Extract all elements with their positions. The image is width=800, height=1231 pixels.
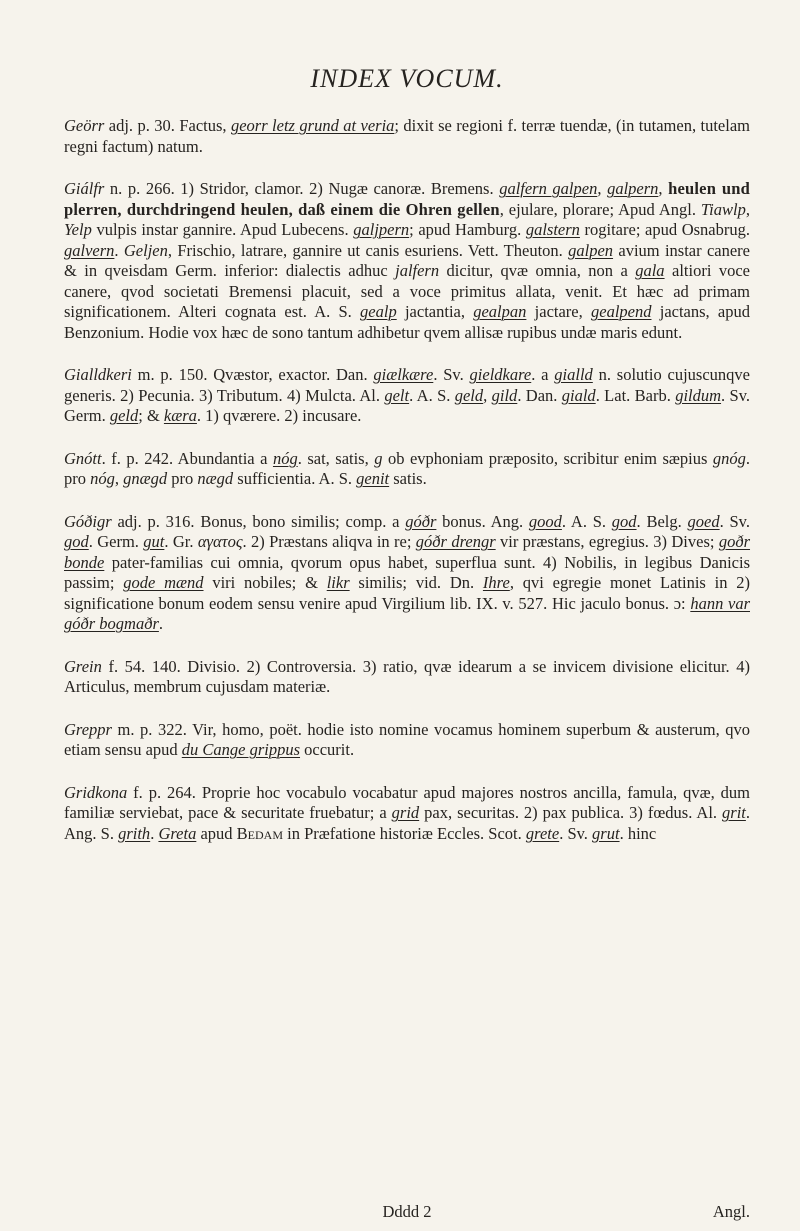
entry-godigr: [64, 512, 750, 635]
body-text: adj. p. 316. Bonus, bono similis; comp. a: [111, 511, 406, 531]
cited-form: grid: [391, 803, 420, 822]
body-text: . Sv.: [559, 823, 593, 843]
cited-form: giald: [561, 385, 596, 405]
entry-gridkona: [64, 783, 750, 845]
cited-form: grete: [525, 823, 560, 843]
entries-container: [64, 116, 750, 844]
body-text: pro: [167, 469, 198, 488]
body-text: jactantia,: [396, 302, 474, 321]
body-text: m. p. 150. Qvæstor, exactor. Dan.: [131, 365, 374, 384]
body-text: m. p. 322. Vir, homo, poët. hodie isto nomine vocamus hominem superbum & austerum, qvo etiam sensu apud: [64, 719, 750, 759]
body-text: . Dan.: [517, 385, 562, 405]
body-text: in Præfatione historiæ Eccles. Scot.: [283, 823, 526, 843]
body-text: . Sv. Germ.: [64, 385, 751, 425]
cited-form: galpern: [607, 179, 659, 198]
italic-text: nóg: [90, 469, 115, 488]
cited-form: gealpan: [473, 302, 527, 321]
body-text: .: [150, 823, 159, 843]
body-text: n. solutio cujuscunqve generis. 2) Pecunia. 3) Tributum. 4) Mulcta. Al.: [64, 365, 750, 405]
body-text: sufficientia. A. S.: [233, 469, 357, 488]
body-text: jactans, apud Benzonium. Hodie vox hæc de sono tantum adhibetur qvem allisæ rupibus undæ maris edunt.: [64, 302, 750, 342]
cited-form: gild: [491, 385, 518, 405]
body-text: ,: [483, 385, 492, 405]
entry-grein: [64, 657, 750, 698]
cited-form: giælkære: [373, 365, 434, 384]
body-text: ,: [597, 179, 608, 198]
italic-text: Tiawlp: [700, 199, 746, 219]
body-text: satis.: [389, 469, 427, 488]
cited-form: goðr bonde: [64, 532, 751, 572]
german-fraktur-text: heulen und plerren, durchdringend heulen, daß einem die Ohren gellen: [64, 179, 750, 219]
cited-form: Ihre: [482, 573, 510, 592]
headword: Greppr: [64, 719, 112, 739]
cited-form: gode mænd: [123, 573, 204, 592]
cited-form: geld: [109, 406, 139, 425]
headword: Giálfr: [64, 179, 105, 198]
headword: Gridkona: [64, 782, 128, 802]
cited-form: gala: [635, 261, 665, 280]
entry-gialldkeri: [64, 365, 750, 427]
cited-form: kæra: [163, 406, 197, 425]
italic-text: nægd: [197, 469, 234, 488]
body-text: . hinc: [619, 823, 657, 843]
body-text: , ejulare, plorare; Apud Angl.: [499, 199, 701, 219]
cited-form: grith: [118, 823, 151, 843]
body-text: n. p. 266. 1) Stridor, clamor. 2) Nugæ canoræ. Bremens.: [104, 179, 500, 198]
body-text: pater-familias cui omnia, qvorum opus habet, superflua sunt. 4) Nobilis, in legibus Danicis passim;: [64, 552, 750, 592]
cited-form: góðr: [405, 511, 437, 531]
body-text: . f. p. 242. Abundantia a: [101, 448, 273, 468]
body-text: . pro: [64, 448, 751, 488]
cited-form: goed: [687, 511, 720, 531]
body-text: . A. S.: [409, 385, 455, 405]
author-name: Bedam: [236, 823, 283, 843]
entry-gialffr: [64, 179, 750, 343]
signature-mark: Dddd 2: [382, 1202, 432, 1221]
cited-form: galpen: [568, 240, 614, 260]
cited-form: galstern: [525, 220, 580, 239]
body-text: , qvi egregie monet Latinis in 2) significatione bonum eodem sensu venire apud Virgilium lib. IX. v. 527. Hic jaculo bonus. ɔ:: [64, 573, 750, 613]
body-text: ; apud Hamburg.: [409, 220, 526, 239]
cited-form: galjpern: [353, 220, 410, 239]
headword: Góðigr: [64, 511, 112, 531]
italic-text: jalfern: [395, 261, 440, 280]
cited-form: god: [64, 532, 89, 551]
cited-form: likr: [326, 573, 350, 592]
body-text: . A. S.: [561, 511, 612, 531]
body-text: .: [158, 614, 164, 633]
body-text: vir præstans, egregius. 3) Dives;: [495, 532, 719, 551]
page-footer: [64, 1202, 750, 1224]
body-text: apud: [196, 823, 237, 843]
cited-form: hann var góðr bogmaðr: [64, 593, 750, 633]
cited-form: gut: [143, 532, 165, 551]
italic-text: αγατος: [197, 532, 243, 551]
body-text: ,: [658, 179, 669, 198]
body-text: occurit.: [300, 740, 355, 759]
body-text: . sat, satis,: [297, 448, 375, 468]
cited-form: good: [528, 511, 562, 531]
body-text: . Germ.: [88, 532, 144, 551]
body-text: similis; vid. Dn.: [349, 573, 483, 592]
body-text: ; &: [138, 406, 164, 425]
running-head: INDEX VOCUM.: [310, 64, 504, 93]
cited-form: gildum: [675, 385, 722, 405]
body-text: rogitare; apud Osnabrug.: [579, 220, 750, 239]
cited-form: gelt: [384, 385, 410, 405]
cited-form: nóg: [272, 448, 298, 468]
body-text: . a: [531, 365, 555, 384]
cited-form: geld: [454, 385, 484, 405]
body-text: .: [114, 240, 124, 260]
cited-form: Greta: [158, 823, 197, 843]
cited-form: gieldkare: [469, 365, 532, 384]
cited-form: galvern: [64, 240, 115, 260]
italic-text: Geljen: [123, 240, 168, 260]
body-text: jactare,: [526, 302, 591, 321]
entry-georr: [64, 116, 750, 157]
body-text: ; dixit se regioni f. terræ tuendæ, (in tutamen, tutelam regni factum) natum.: [64, 116, 750, 156]
italic-text: gnóg: [712, 448, 746, 468]
body-text: f. 54. 140. Divisio. 2) Controversia. 3) ratio, qvæ idearum a se invicem divisione elicitur. 4) Articulus, membrum cujusdam materiæ.: [64, 656, 750, 696]
cited-form: georr letz grund at veria: [230, 116, 395, 135]
body-text: . 2) Præstans aliqva in re;: [242, 532, 416, 551]
body-text: bonus. Ang.: [436, 511, 529, 531]
body-text: . Belg.: [636, 511, 688, 531]
italic-text: Yelp: [64, 220, 92, 239]
italic-text: gnægd: [123, 469, 168, 488]
headword: Gialldkeri: [64, 365, 132, 384]
body-text: pax, securitas. 2) pax publica. 3) fœdus. Al.: [419, 803, 723, 822]
catchword: Angl.: [712, 1202, 750, 1221]
headword: Gnótt: [64, 448, 102, 468]
entry-gnott: [64, 449, 750, 490]
entry-greppr: [64, 720, 750, 761]
body-text: ob evphoniam præposito, scribitur enim sæpius: [382, 448, 713, 468]
cited-form: galfern galpen: [499, 179, 598, 198]
cited-form: genit: [356, 469, 390, 488]
cited-form: god: [611, 511, 637, 531]
cited-form: gialld: [554, 365, 593, 384]
body-text: , Frischio, latrare, gannire ut canis esuriens. Vett. Theuton.: [167, 240, 569, 260]
italic-text: g: [374, 448, 383, 468]
cited-form: gealp: [360, 302, 397, 321]
headword: Grein: [64, 656, 102, 676]
body-text: f. p. 264. Proprie hoc vocabulo vocabatur apud majores nostros ancilla, famula, qvæ, dum familiæ serviebat, pace & securitate fruebatur; a: [64, 782, 750, 822]
body-text: . Ang. S.: [64, 803, 750, 843]
body-text: ,: [745, 199, 750, 219]
body-text: . Lat. Barb.: [595, 385, 676, 405]
body-text: . Gr.: [164, 532, 198, 551]
body-text: . Sv.: [719, 511, 750, 531]
cited-form: grit: [722, 803, 746, 822]
cited-form: du Cange grippus: [181, 740, 301, 759]
body-text: altiori voce canere, qvod societati Bremensi placuit, sed a voce primitus allata, venit. Et hæc ad primam significationem. Alteri cognata est. A. S.: [64, 261, 750, 321]
body-text: ,: [114, 469, 124, 488]
cited-form: góðr drengr: [415, 532, 496, 551]
cited-form: gealpend: [591, 302, 652, 321]
body-text: avium instar canere & in qveisdam Germ. inferior: dialectis adhuc: [64, 240, 750, 280]
headword: Geörr: [64, 116, 105, 135]
body-text: adj. p. 30. Factus,: [104, 116, 231, 135]
body-text: vulpis instar gannire. Apud Lubecens.: [91, 220, 354, 239]
body-text: viri nobiles; &: [203, 573, 327, 592]
cited-form: grut: [592, 823, 620, 843]
body-text: . 1) qværere. 2) incusare.: [196, 406, 362, 425]
body-text: dicitur, qvæ omnia, non a: [439, 261, 636, 280]
body-text: . Sv.: [433, 365, 470, 384]
